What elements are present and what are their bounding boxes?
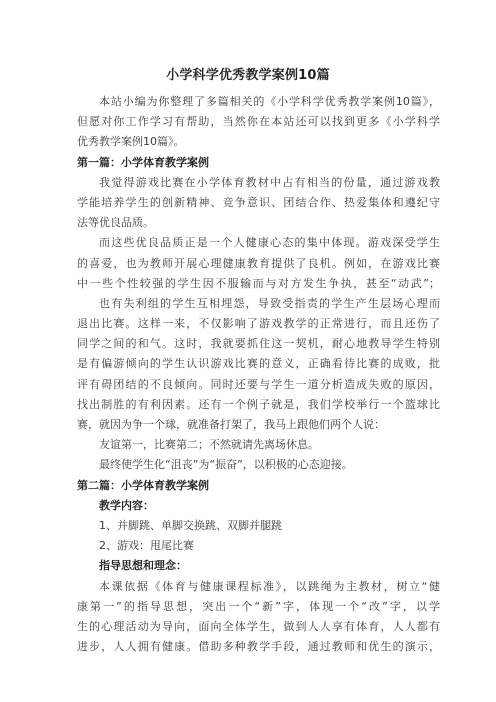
paragraph-line: 但愿对你工作学习有帮助，当然你在本站还可以找到更多《小学科学 <box>77 115 440 129</box>
paragraph-line: 同学之间的和气。这时，我就要抓住这一契机，耐心地教导学生特别 <box>77 337 440 351</box>
section-heading-line: 第二篇：小学体育教学案例 <box>77 478 209 492</box>
paragraph-line: 法等优良品质。 <box>77 216 154 230</box>
paragraph-line: 进步，人人拥有健康。借助多种教学手段，通过教师和优生的演示， <box>77 640 440 654</box>
paragraph-line: 康第一”的指导思想，突出一个“新”字，体现一个“改”字，以学 <box>77 599 440 613</box>
paragraph-line: 赛，就因为争一个球，就准备打架了，我马上跟他们两个人说： <box>77 418 385 431</box>
paragraph-line: 退出比赛。这样一来，不仅影响了游戏教学的正常进行，而且还伤了 <box>77 317 440 331</box>
paragraph-line: 1、并脚跳、单脚交换跳、双脚并腿跳 <box>99 518 282 532</box>
paragraph-line: 生的心理活动为导向，面向全体学生，做到人人享有体育，人人都有 <box>77 619 440 633</box>
paragraph-line: 而这些优良品质正是一个人健康心态的集中体现。游戏深受学生 <box>99 236 440 250</box>
paragraph-line: 我觉得游戏比赛在小学体育教材中占有相当的份量，通过游戏教 <box>99 175 440 189</box>
section-heading-line: 第一篇：小学体育教学案例 <box>77 155 209 169</box>
paragraph-line: 找出制胜的有利因素。还有一个例子就是，我们学校举行一个篮球比 <box>77 397 440 411</box>
document-body <box>77 92 440 657</box>
paragraph-line: 友谊第一，比赛第二；不然就请先离场休息。 <box>99 438 319 452</box>
section-heading-line: 指导思想和理念： <box>99 559 187 573</box>
paragraph-line: 中一些个性较强的学生因不服输而与对方发生争执，甚至“动武”； <box>77 276 440 290</box>
document-title: 小学科学优秀教学案例10篇 <box>166 68 330 83</box>
paragraph-line: 最终使学生化“沮丧”为“振奋”，以积极的心态迎接。 <box>99 458 353 472</box>
section-heading-line: 教学内容： <box>99 498 154 512</box>
paragraph-line: 是有偏游倾向的学生认识游戏比赛的意义，正确看待比赛的成败，批 <box>77 357 440 371</box>
paragraph-line: 本课依据《体育与健康课程标准》，以跳绳为主教材，树立“健 <box>99 579 440 593</box>
paragraph-line: 的喜爱，也为教师开展心理健康教育提供了良机。例如，在游戏比赛 <box>77 256 440 270</box>
paragraph-line: 本站小编为你整理了多篇相关的《小学科学优秀教学案例10篇》， <box>99 95 440 108</box>
paragraph-line: 评有碍团结的不良倾向。同时还要与学生一道分析造成失败的原因， <box>77 377 440 391</box>
paragraph-line: 优秀教学案例10篇》。 <box>77 135 185 149</box>
paragraph-line: 也有失利组的学生互相埋怨，导致受指责的学生产生层场心理而 <box>99 296 440 310</box>
paragraph-line: 2、游戏：甩尾比赛 <box>99 539 194 553</box>
paragraph-line: 学能培养学生的创新精神、竞争意识、团结合作、热爱集体和遵纪守 <box>77 195 440 209</box>
